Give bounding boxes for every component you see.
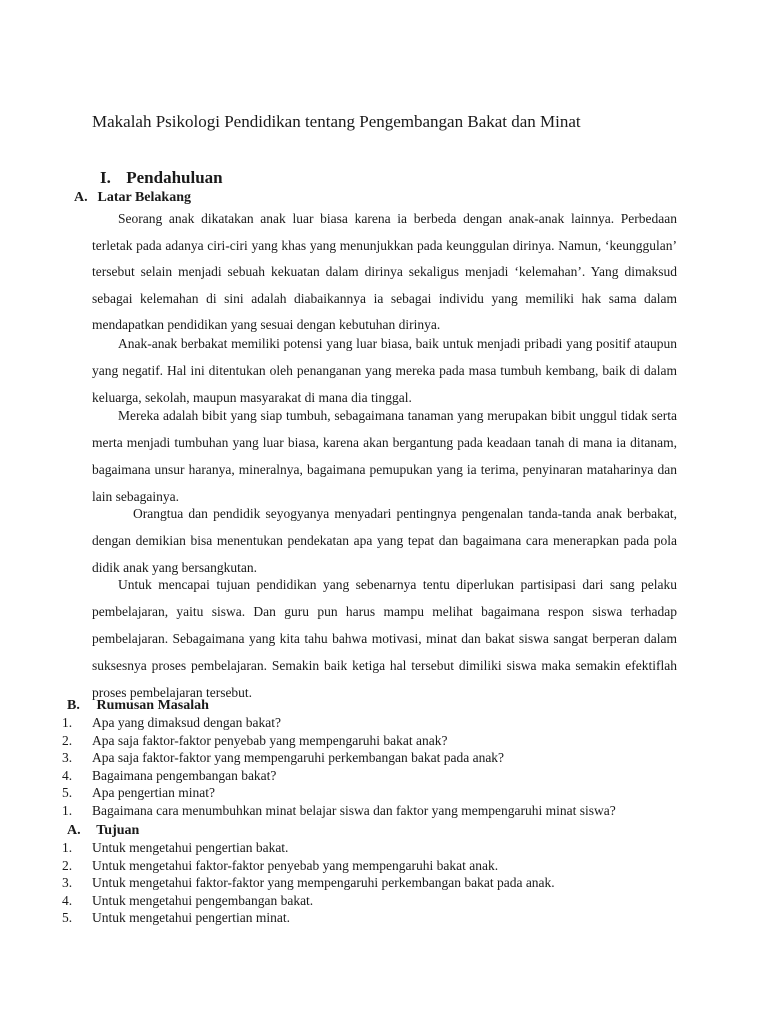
list-item: 1. Bagaimana cara menumbuhkan minat belajar siswa dan faktor yang mempengaruhi minat siswa? (62, 802, 616, 818)
document-title: Makalah Psikologi Pendidikan tentang Pengembangan Bakat dan Minat (92, 112, 581, 131)
rumusan-masalah-list (62, 714, 616, 819)
subheading-tujuan (67, 822, 139, 840)
list-item: 3. Untuk mengetahui faktor-faktor yang mempengaruhi perkembangan bakat pada anak. (62, 875, 555, 890)
section-heading-pendahuluan (100, 167, 223, 189)
subheading-letter: A. (67, 823, 81, 838)
section-title: Pendahuluan (126, 168, 223, 187)
subheading-latar-belakang (74, 189, 191, 207)
list-item: 2. Untuk mengetahui faktor-faktor penyebab yang mempengaruhi bakat anak. (62, 857, 499, 873)
section-number: I. (100, 168, 111, 187)
list-item: 3. Apa saja faktor-faktor yang mempengaruhi perkembangan bakat pada anak? (62, 750, 505, 765)
list-item: 4. Untuk mengetahui pengembangan bakat. (62, 892, 314, 908)
tujuan-list (62, 839, 555, 927)
subheading-title: Tujuan (96, 823, 140, 838)
list-item: 2. Apa saja faktor-faktor penyebab yang mempengaruhi bakat anak? (62, 732, 448, 748)
subheading-title: Latar Belakang (97, 190, 191, 205)
paragraph-2: Anak-anak berbakat memiliki potensi yang luar biasa, baik untuk menjadi pribadi yang positif ataupun yang negatif. Hal ini ditentukan oleh penanganan yang mereka pada masa tumbuh kembang, baik di dalam keluarga, sekolah, maupun masyarakat di mana dia tinggal. (92, 336, 677, 405)
list-item: 1. Apa yang dimaksud dengan bakat? (62, 715, 281, 730)
subheading-title: Rumusan Masalah (96, 698, 209, 713)
paragraph-1: Seorang anak dikatakan anak luar biasa karena ia berbeda dengan anak-anak lainnya. Perbedaan terletak pada adanya ciri-ciri yang khas yang menunjukkan pada keunggulan dirinya. Namun, ‘keunggulan’ tersebut selain menjadi sebuah kekuatan dalam dirinya sekaligus menjadi ‘kelemahan’. Yang dimaksud sebagai kelemahan di sini adalah diabaikannya ia sebagai individu yang memiliki hak sama dalam mendapatkan pendidikan yang sesuai dengan kebutuhan dirinya. (92, 211, 677, 332)
list-item: 5. Untuk mengetahui pengertian minat. (62, 910, 290, 925)
paragraph-5: Untuk mencapai tujuan pendidikan yang sebenarnya tentu diperlukan partisipasi dari sang pelaku pembelajaran, yaitu siswa. Dan guru pun harus mampu melihat bagaimana respon siswa terhadap pembelajaran. Sebagaimana yang kita tahu bahwa motivasi, minat dan bakat siswa sangat berperan dalam suksesnya proses pembelajaran. Semakin baik ketiga hal tersebut dimiliki siswa maka semakin efektiflah proses pembelajaran tersebut. (92, 577, 677, 700)
paragraph-3: Mereka adalah bibit yang siap tumbuh, sebagaimana tanaman yang merupakan bibit unggul tidak serta merta menjadi tumbuhan yang luar biasa, karena akan bergantung pada keadaan tanah di mana ia ditanam, bagaimana unsur haranya, mineralnya, bagaimana pemupukan yang ia terima, penyinaran mataharinya dan lain sebagainya. (92, 408, 677, 504)
paragraph-4: Orangtua dan pendidik seyogyanya menyadari pentingnya pengenalan tanda-tanda anak berbakat, dengan demikian bisa menentukan pendekatan apa yang tepat dan bagaimana cara menerapkan pada pola didik anak yang bersangkutan. (92, 506, 677, 575)
subheading-rumusan-masalah (67, 697, 209, 715)
subheading-letter: A. (74, 190, 88, 205)
subheading-letter: B. (67, 698, 80, 713)
list-item: 5. Apa pengertian minat? (62, 785, 215, 800)
list-item: 4. Bagaimana pengembangan bakat? (62, 767, 277, 783)
list-item: 1. Untuk mengetahui pengertian bakat. (62, 840, 289, 855)
